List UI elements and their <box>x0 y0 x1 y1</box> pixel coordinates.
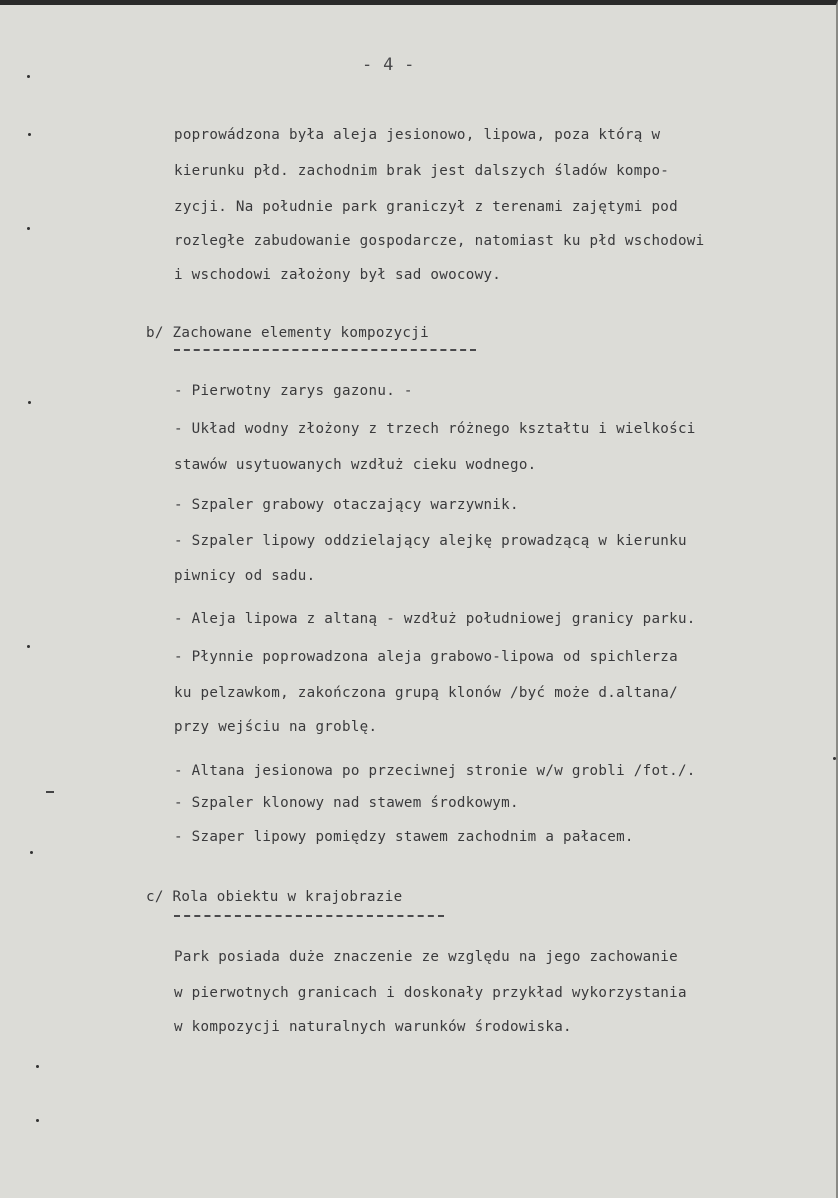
scan-speck <box>27 227 30 230</box>
scan-speck <box>36 1065 39 1068</box>
list-item-continuation: ku pelzawkom, zakończona grupą klonów /być może d.altana/ <box>174 685 678 701</box>
scan-speck <box>27 645 30 648</box>
list-item: - Szaper lipowy pomiędzy stawem zachodnim a pałacem. <box>174 829 634 845</box>
intro-line: zycji. Na południe park graniczył z terenami zajętymi pod <box>174 199 678 215</box>
list-item: - Szpaler lipowy oddzielający alejkę prowadzącą w kierunku <box>174 533 687 549</box>
paragraph-line: w kompozycji naturalnych warunków środowiska. <box>174 1019 572 1035</box>
scan-speck <box>28 401 31 404</box>
list-item: - Płynnie poprowadzona aleja grabowo-lipowa od spichlerza <box>174 649 678 665</box>
section-c-underline <box>174 915 444 917</box>
list-item-continuation: przy wejściu na groblę. <box>174 719 378 735</box>
margin-tick <box>46 791 54 793</box>
list-item: - Układ wodny złożony z trzech różnego kształtu i wielkości <box>174 421 696 437</box>
page-number: - 4 - <box>362 55 415 75</box>
section-b-underline <box>174 349 476 351</box>
list-item: - Altana jesionowa po przeciwnej stronie w/w grobli /fot./. <box>174 763 696 779</box>
paragraph-line: w pierwotnych granicach i doskonały przykład wykorzystania <box>174 985 687 1001</box>
intro-line: rozległe zabudowanie gospodarcze, natomiast ku płd wschodowi <box>174 233 705 249</box>
section-b-heading: b/ Zachowane elementy kompozycji <box>146 325 429 341</box>
scan-speck <box>36 1119 39 1122</box>
section-c-heading: c/ Rola obiektu w krajobrazie <box>146 889 403 905</box>
scan-speck <box>833 757 836 760</box>
scan-speck <box>28 133 31 136</box>
list-item: - Szpaler grabowy otaczający warzywnik. <box>174 497 519 513</box>
list-item: - Pierwotny zarys gazonu. - <box>174 383 413 399</box>
intro-line: poprowádzona była aleja jesionowo, lipowa, poza którą w <box>174 127 661 143</box>
list-item: - Szpaler klonowy nad stawem środkowym. <box>174 795 519 811</box>
list-item-continuation: piwnicy od sadu. <box>174 568 316 584</box>
scan-speck <box>27 75 30 78</box>
list-item-continuation: stawów usytuowanych wzdłuż cieku wodnego. <box>174 457 537 473</box>
scan-speck <box>30 851 33 854</box>
intro-line: kierunku płd. zachodnim brak jest dalszych śladów kompo- <box>174 163 670 179</box>
paragraph-line: Park posiada duże znaczenie ze względu na jego zachowanie <box>174 949 678 965</box>
list-item: - Aleja lipowa z altaną - wzdłuż południowej granicy parku. <box>174 611 696 627</box>
intro-line: i wschodowi założony był sad owocowy. <box>174 267 502 283</box>
